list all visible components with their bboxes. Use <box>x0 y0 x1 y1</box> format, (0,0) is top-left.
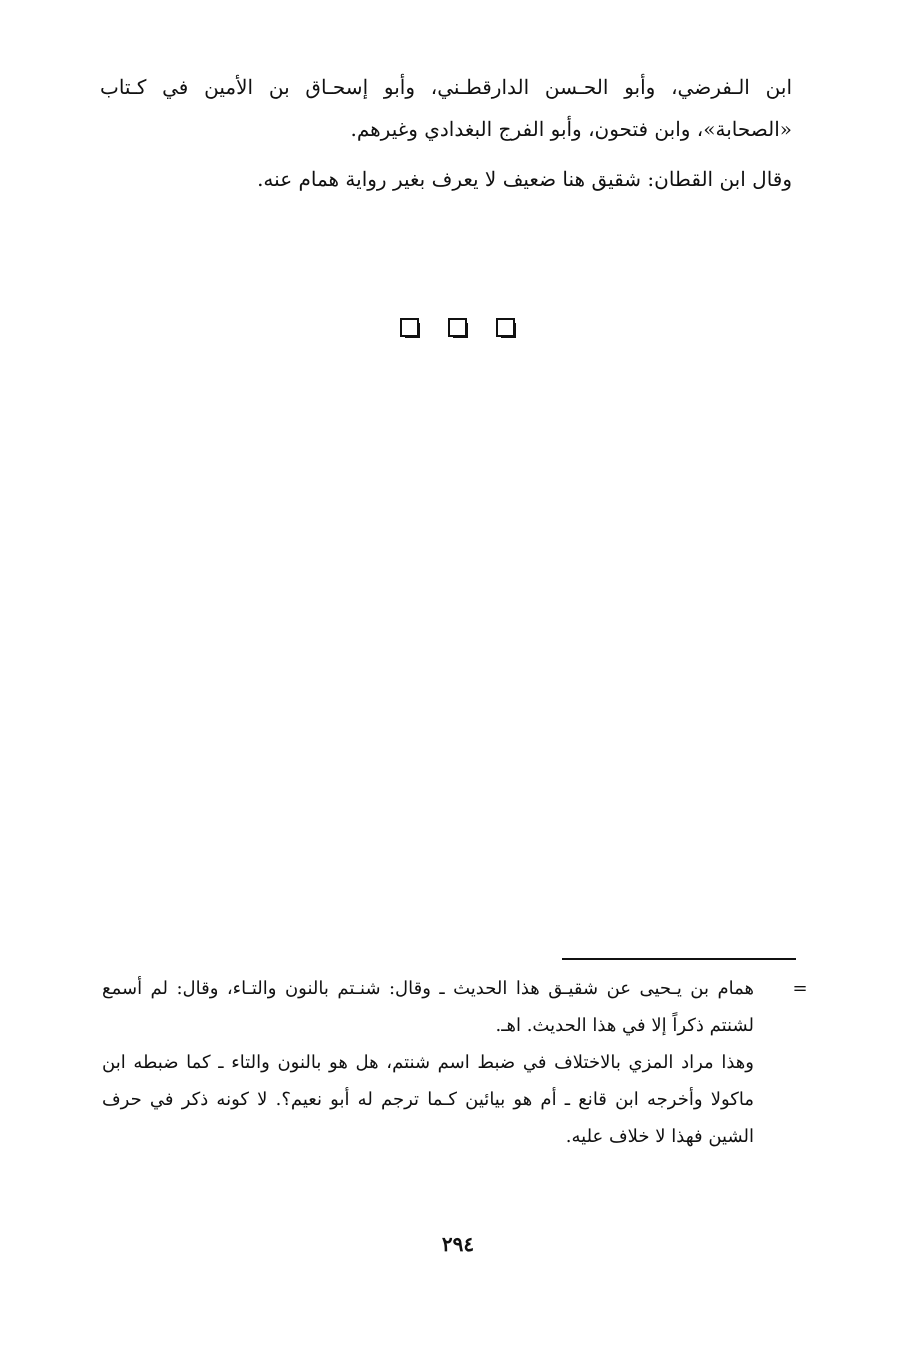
footnote <box>102 970 754 1155</box>
square-ornament-icon <box>448 318 468 338</box>
main-text <box>100 66 792 200</box>
square-ornament-icon <box>400 318 420 338</box>
square-ornament-icon <box>496 318 516 338</box>
footnote-paragraph: همام بن يـحيى عن شقيـق هذا الحديث ـ وقال: شنـتم بالنون والتـاء، وقال: لم أسمع لشنتم ذكراً إلا في هذا الحديث. اهـ. <box>102 978 754 1036</box>
footnote-divider <box>562 958 796 960</box>
main-paragraph: ابن الـفرضي، وأبو الحـسن الدارقطـني، وأبو إسحـاق بن الأمين في كـتاب «الصحابة»، وابن فتحون، وأبو الفرج البغدادي وغيرهم. <box>100 75 792 141</box>
footnote-continuation-mark: = <box>792 978 808 999</box>
main-paragraph: وقال ابن القطان: شقيق هنا ضعيف لا يعرف بغير رواية همام عنه. <box>257 167 792 191</box>
section-separator <box>0 318 916 348</box>
footnote-paragraph: وهذا مراد المزي بالاختلاف في ضبط اسم شنتم، هل هو بالنون والتاء ـ كما ضبطه ابن ماكولا وأخرجه ابن قانع ـ أم هو بيائين كـما ترجم له أبو نعيم؟. لا كونه ذكر في حرف الشين فهذا لا خلاف عليه. <box>102 1052 754 1147</box>
page-number: ٢٩٤ <box>441 1232 475 1256</box>
